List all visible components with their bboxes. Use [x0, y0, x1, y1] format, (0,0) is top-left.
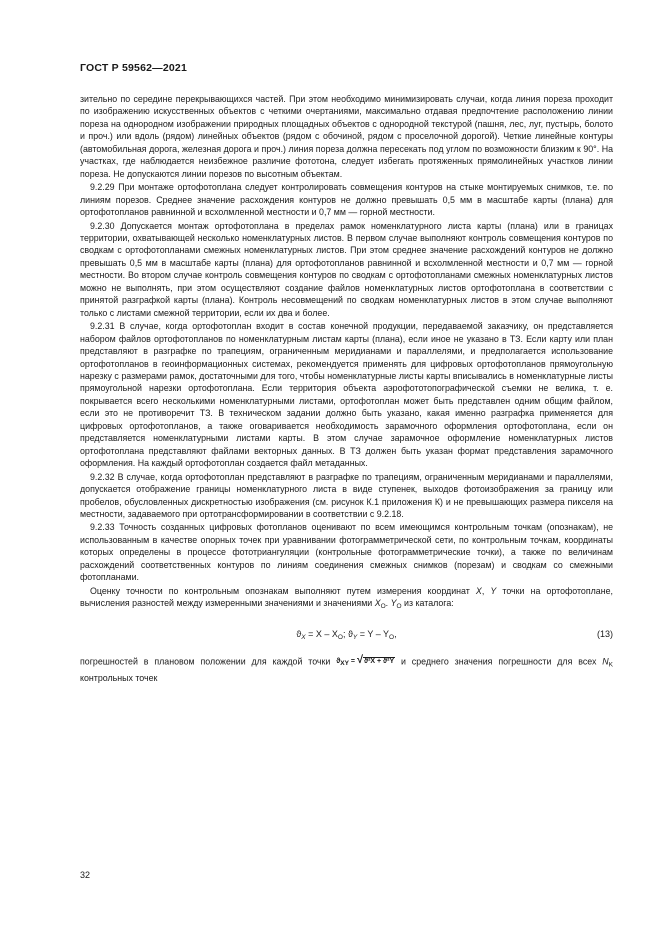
formula-expression: $ϑ_X = X - X_O$; $ϑ_Y = Y - Y_O$, — [296, 628, 397, 641]
paragraph-9-2-31: 9.2.31 В случае, когда ортофотоплан входит в состав конечной продукции, передаваемой заказчику, он представляется набором файлов ортофотопланов по номенклатурным листам карты (плана), если иное не указано в ТЗ. Если карту или план представляют в разграфке по трапециям, ограниченным меридианами и параллелями, и предполагается использование ортофотопланов в геоинформационных системах, рекомендуется применять для цифровых ортофотопланов прямоугольную нарезку с размерами рамок, достаточными для того, чтобы номенклатурные листы карты вписывались в номенклатурные листы прямоугольной нарезки ортофотоплана. Если территория объекта аэрофототопографической съемки не велика, т. е. покрывается всего несколькими номенклатурными листами, ортофотоплан может быть представлен одним общим файлом, если это не противоречит ТЗ. В техническом задании должно быть указано, какая именно разграфка применяется для цифровых ортофотопланов, а также оговаривается необходимость зарамочного оформления ортофотоплана, если он представляется номенклатурными листами карты. В этом случае зарамочное оформление номенклатурных листов ортофотоплана представляют файлами векторных данных. В ТЗ должен быть указан формат представления зарамочного оформления. На каждый ортофотоплан создается файл метаданных. — [80, 321, 613, 469]
page-header-standard-title: ГОСТ Р 59562—2021 — [80, 62, 188, 74]
page-number: 32 — [80, 870, 91, 880]
paragraph-9-2-29: 9.2.29 При монтаже ортофотоплана следует контролировать совмещения контуров на стыке монтируемых снимков, т.е. по линиям порезов. Среднее значение расхождения контуров не должно превышать 0,5 мм в масштабе карты (плана) для ортофотопланов равнинной и всхолмленной местности и 0,7 мм — горной местности. — [80, 182, 613, 218]
radical-formula: $ϑ_{XY} = √ϑ^2X + ϑ^2Y$ — [336, 653, 395, 667]
formula-13 — [80, 618, 613, 654]
paragraph-accuracy-estimate: Оценку точности по контрольным опознакам выполняют путем измерения координат X, Y точки на ортофотоплане, вычисления разностей между измеренными значениями и значениями $X_O$. $Y_O$ из каталога: — [80, 585, 613, 611]
paragraph-errors: погрешностей в плановом положении для каждой точки $ϑ_{XY} = √ϑ^2X + ϑ^2Y$ и среднего значения погрешности для всех $N_K$ контрольных точек — [80, 653, 613, 683]
paragraph-continuation: зительно по середине перекрывающихся частей. При этом необходимо минимизировать случаи, когда линия пореза проходит по изображению искусственных объектов с четкими очертаниями, максимально отдавая предпочтение расположению линии пореза на однородном изображении природных площадных объектов с однородной текстурой (пашня, лес, луг, пустырь, болото и проч.) или вдоль (рядом) линейных объектов (рядом с обочиной, рядом с проселочной дорогой). Четкие линейные контуры (автомобильная дорога, железная дорога и проч.) линия пореза должна пересекать под углом по возможности близким к 90°. На участках, где наблюдается неизбежное различие фототона, следует избегать протяженных прямолинейных участков линии пореза. Не допускаются линии порезов по высотным объектам. — [80, 94, 613, 179]
body-text — [80, 93, 613, 684]
formula-number: (13) — [596, 628, 613, 639]
paragraph-9-2-33: 9.2.33 Точность созданных цифровых фотопланов оценивают по всем имеющимся контрольным точкам (опознакам), не использованным в качестве опорных точек при уравнивании фотограмметрической сети, по контрольным точкам, координаты которых определены в процессе фототриангуляции (контрольные фотограмметрические точки), а также по величинам расхождений соответственных контуров по линиям соединения смежных снимков (порезам) и сводкам со смежными фотопланами. — [80, 522, 613, 583]
paragraph-9-2-30: 9.2.30 Допускается монтаж ортофотоплана в пределах рамок номенклатурного листа карты (плана) или в границах территории, охватывающей несколько номенклатурных листов. В первом случае выполняют контроль совмещения контуров по сводкам с ортофотопланами смежных номенклатурных листов. При этом среднее значение расхождений контуров не должно превышать 0,5 мм в масштабе карты (плана) для ортофотопланов равнинной и всхолмленной местности и 0,7 мм — горной местности. Во втором случае контроль совмещения контуров по сводкам с ортофотопланами смежных номенклатурных листов можно не выполнять, при этом осуществляют создание файлов номенклатурных листов ортофотоплана в соответствии с принятой разграфкой карты (плана). Контроль несовмещений по сводкам номенклатурных листов в этом случае выполняют только с листами смежной территории, если их два и более. — [80, 220, 613, 318]
paragraph-9-2-32: 9.2.32 В случае, когда ортофотоплан представляют в разграфке по трапециям, ограниченным меридианами и параллелями, допускается отображение границы номенклатурного листа в виде ступенек, выходов фотоизображения за границу или пробелов, обусловленных дискретностью изображения (см. рисунок К.1 приложения К) и не превышающих размера пикселя на местности, задаваемого при ортотрансформировании в соответствии с 9.2.18. — [80, 471, 613, 519]
